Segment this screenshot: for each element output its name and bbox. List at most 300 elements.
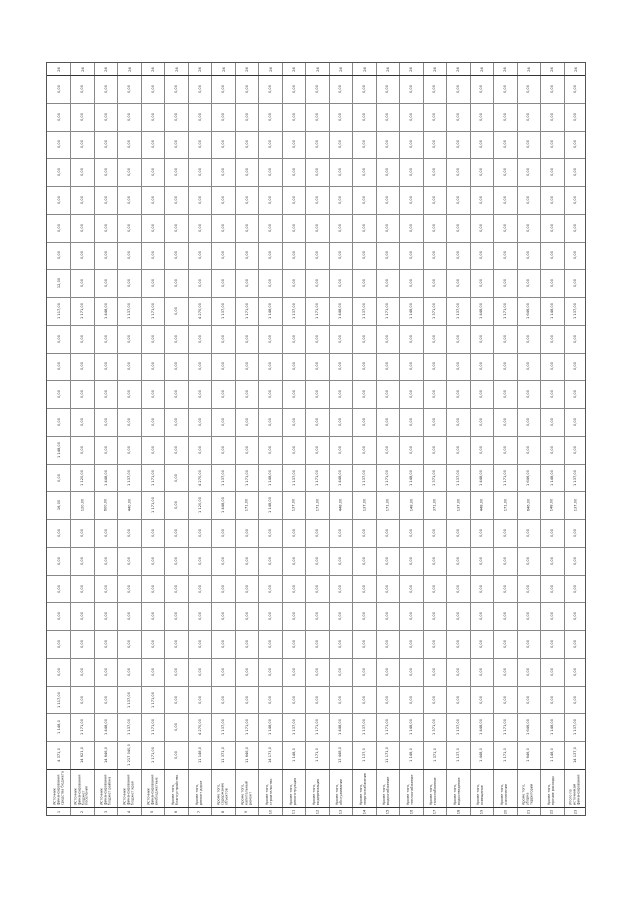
table-cell-value: 0,00	[408, 445, 413, 454]
table-cell-value: 0,00	[244, 168, 249, 177]
table-cell-value: 0,00	[244, 140, 249, 149]
table-cell-value: 0,00	[361, 279, 366, 288]
table-cell	[517, 741, 540, 769]
table-cell	[376, 103, 399, 131]
table-cell	[47, 741, 70, 769]
table-cell-value: 14 171,0	[268, 747, 273, 764]
table-cell	[540, 158, 563, 186]
table-cell	[517, 464, 540, 492]
table-cell-value: 0,00	[385, 168, 390, 177]
table-cell-value: 1 148,00	[549, 302, 554, 319]
row-number-cell	[376, 807, 399, 817]
table-cell-value: 0,00	[479, 195, 484, 204]
strip-label	[399, 63, 422, 75]
table-cell	[47, 131, 70, 159]
table-cell	[305, 297, 328, 325]
table-cell	[540, 547, 563, 575]
table-cell-value: 1 137,0	[455, 748, 460, 762]
table-cell-value: 0,00	[268, 279, 273, 288]
table-cell-value: 0,00	[103, 334, 108, 343]
table-cell	[258, 741, 281, 769]
table-cell-value: 0,00	[502, 251, 507, 260]
table-cell-value: 0,00	[56, 473, 61, 482]
table-cell	[47, 547, 70, 575]
table-cell-value: 0,00	[103, 84, 108, 93]
table-cell-value: 1 148,0	[549, 748, 554, 762]
table-cell	[517, 491, 540, 519]
table-cell	[493, 464, 516, 492]
table-cell-value: 0,00	[150, 223, 155, 232]
table-cell-value: 0,00	[221, 612, 226, 621]
table-cell-value: 0,00	[385, 640, 390, 649]
table-cell	[141, 297, 164, 325]
table-cell	[540, 380, 563, 408]
table-cell	[235, 408, 258, 436]
table-cell-value: 0,00	[361, 445, 366, 454]
table-cell	[352, 575, 375, 603]
table-cell-value: 0,00	[408, 112, 413, 121]
table-cell-value: 0,00	[127, 417, 132, 426]
table-cell-value: 0,00	[408, 695, 413, 704]
table-cell-value: 0,00	[455, 140, 460, 149]
table-cell	[188, 325, 211, 353]
table-cell-value: 0,00	[338, 362, 343, 371]
table-cell-value: 0,00	[432, 695, 437, 704]
table-cell-value: 0,00	[291, 640, 296, 649]
table-cell	[117, 353, 140, 381]
row-name: Кроме того, капитальный ремонт	[239, 781, 252, 805]
table-cell-value: 0,00	[549, 140, 554, 149]
table-cell	[517, 158, 540, 186]
table-cell-value: 1 171,00	[314, 469, 319, 486]
table-cell	[211, 519, 234, 547]
table-cell-value: 4 270,00	[197, 469, 202, 486]
table-cell-value: 0,00	[479, 640, 484, 649]
table-cell	[94, 741, 117, 769]
table-cell-value: 448,00	[479, 498, 484, 512]
table-cell-value: 0,00	[479, 390, 484, 399]
table-cell	[70, 269, 93, 297]
table-cell-value: 0,00	[526, 195, 531, 204]
table-cell	[188, 741, 211, 769]
table-cell	[188, 436, 211, 464]
table-cell	[517, 353, 540, 381]
table-cell	[446, 464, 469, 492]
table-cell-value: 0,00	[549, 445, 554, 454]
table-cell	[446, 325, 469, 353]
table-cell-value: 0,00	[338, 223, 343, 232]
table-cell-value: 0,00	[314, 556, 319, 565]
row-name: Источник финансирования средства бюджета	[52, 771, 64, 805]
table-cell-value: 0,00	[479, 112, 484, 121]
strip-label-text: 26	[126, 66, 132, 72]
table-cell	[188, 186, 211, 214]
table-cell-value: 0,00	[221, 390, 226, 399]
table-cell	[305, 75, 328, 103]
table-cell	[282, 353, 305, 381]
table-cell-value: 0,00	[573, 612, 578, 621]
table-cell	[446, 658, 469, 686]
table-cell	[47, 436, 70, 464]
table-cell	[117, 713, 140, 741]
table-cell	[352, 214, 375, 242]
table-cell-value: 0,00	[408, 140, 413, 149]
table-cell-value: 0,00	[573, 529, 578, 538]
table-cell-value: 0,00	[479, 334, 484, 343]
table-cell	[446, 103, 469, 131]
table-cell	[141, 103, 164, 131]
table-cell-value: 0,00	[291, 112, 296, 121]
table-cell	[141, 242, 164, 270]
table-cell-value: 0,00	[56, 112, 61, 121]
table-cell	[376, 491, 399, 519]
table-cell	[94, 491, 117, 519]
table-cell	[564, 602, 587, 630]
table-cell-value: 1 137,00	[291, 719, 296, 736]
table-cell-value: 0,00	[221, 168, 226, 177]
row-name: Кроме того, газоснабжение	[429, 777, 438, 805]
table-cell-value: 0,00	[174, 556, 179, 565]
table-cell-value: 1 120,00	[80, 469, 85, 486]
table-cell	[564, 297, 587, 325]
table-cell	[258, 464, 281, 492]
table-cell-value: 0,00	[502, 112, 507, 121]
table-cell-value: 0,00	[573, 640, 578, 649]
table-cell-value: 0,00	[80, 334, 85, 343]
table-cell-value: 0,00	[150, 84, 155, 93]
table-cell	[141, 658, 164, 686]
strip-label-text: 26	[478, 66, 484, 72]
table-cell-value: 0,00	[174, 195, 179, 204]
row-name-cell	[258, 769, 281, 807]
table-cell	[141, 214, 164, 242]
row-name-cell	[164, 769, 187, 807]
table-cell-value: 0,00	[385, 417, 390, 426]
row-name: Источник финансирования бюджет поселения	[73, 774, 89, 805]
strip-label-text: 26	[431, 66, 437, 72]
table-cell	[258, 713, 281, 741]
table-cell	[517, 242, 540, 270]
table-cell-value: 1 171,00	[150, 719, 155, 736]
table-cell-value: 1 137,00	[455, 719, 460, 736]
table-cell-value: 0,00	[549, 195, 554, 204]
row-name-cell	[305, 769, 328, 807]
table-cell-value: 0,00	[197, 279, 202, 288]
table-cell	[141, 491, 164, 519]
table-cell-value: 0,00	[103, 112, 108, 121]
table-cell-value: 0,00	[56, 390, 61, 399]
table-cell	[446, 547, 469, 575]
table-cell-value: 0,00	[221, 251, 226, 260]
table-cell-value: 0,00	[432, 390, 437, 399]
table-cell-value: 0,00	[502, 84, 507, 93]
table-cell-value: 1 448,00	[479, 302, 484, 319]
strip-label-text: 26	[220, 66, 226, 72]
table-cell	[329, 575, 352, 603]
table-cell	[211, 103, 234, 131]
table-cell-value: 0,00	[526, 584, 531, 593]
table-cell-value: 1 137,00	[221, 469, 226, 486]
table-cell-value: 0,00	[268, 445, 273, 454]
table-cell	[164, 158, 187, 186]
table-cell	[94, 602, 117, 630]
table-cell-value: 0,00	[80, 84, 85, 93]
table-cell	[564, 158, 587, 186]
table-cell-value: 0,00	[526, 612, 531, 621]
table-cell	[164, 297, 187, 325]
row-number-cell	[423, 807, 446, 817]
table-cell-value: 0,00	[150, 112, 155, 121]
table-cell	[470, 519, 493, 547]
strip-label-text: 26	[455, 66, 461, 72]
table-cell	[540, 630, 563, 658]
row-number-cell	[164, 807, 187, 817]
table-cell-value: 0,00	[549, 168, 554, 177]
table-cell	[235, 103, 258, 131]
table-cell-value: 0,00	[455, 112, 460, 121]
table-cell-value: 0,00	[526, 390, 531, 399]
table-cell	[211, 464, 234, 492]
table-cell-value: 0,00	[291, 251, 296, 260]
strip-label-text: 26	[525, 66, 531, 72]
table-cell-value: 0,00	[455, 334, 460, 343]
table-cell	[446, 353, 469, 381]
table-cell-value: 14 621,0	[80, 747, 85, 764]
table-cell	[564, 464, 587, 492]
table-cell-value: 0,00	[244, 334, 249, 343]
table-cell	[164, 75, 187, 103]
table-cell-value: 11 148,0	[197, 747, 202, 764]
table-cell	[94, 575, 117, 603]
table-cell-value: 0,00	[291, 556, 296, 565]
table-cell-value: 0,00	[526, 279, 531, 288]
row-name: Кроме того, ремонт дорог	[194, 780, 203, 805]
table-cell	[164, 408, 187, 436]
table-cell-value: 0,00	[408, 390, 413, 399]
table-cell-value: 4 270,00	[197, 302, 202, 319]
table-cell-value: 137,00	[361, 498, 366, 512]
table-cell	[352, 269, 375, 297]
table-cell-value: 0,00	[103, 279, 108, 288]
table-cell	[564, 519, 587, 547]
table-cell	[141, 353, 164, 381]
table-cell-value: 1 120,00	[197, 497, 202, 514]
table-cell	[305, 547, 328, 575]
table-cell-value: 0,00	[502, 584, 507, 593]
table-cell-value: 0,00	[479, 417, 484, 426]
row-name-cell	[211, 769, 234, 807]
strip-label-text: 26	[173, 66, 179, 72]
table-cell	[235, 186, 258, 214]
table-cell-value: 0,00	[103, 195, 108, 204]
table-cell-value: 0,00	[338, 390, 343, 399]
table-cell-value: 0,00	[526, 417, 531, 426]
table-cell-value: 0,00	[244, 529, 249, 538]
table-cell	[305, 353, 328, 381]
table-cell	[188, 131, 211, 159]
table-cell	[164, 436, 187, 464]
table-cell-value: 0,00	[103, 140, 108, 149]
table-cell	[211, 436, 234, 464]
table-cell	[517, 214, 540, 242]
strip-label-text: 26	[197, 66, 203, 72]
table-cell	[329, 630, 352, 658]
table-cell	[564, 686, 587, 714]
row-number-cell	[352, 807, 375, 817]
table-cell	[70, 519, 93, 547]
table-cell-value: 0,00	[314, 362, 319, 371]
row-name-cell	[540, 769, 563, 807]
row-name-cell	[352, 769, 375, 807]
table-cell-value: 0,00	[150, 334, 155, 343]
table-cell-value: 0,00	[502, 140, 507, 149]
table-cell	[493, 214, 516, 242]
table-cell-value: 0,00	[291, 667, 296, 676]
row-name-cell	[376, 769, 399, 807]
table-cell	[188, 713, 211, 741]
table-cell	[423, 103, 446, 131]
table-cell-value: 0,00	[314, 279, 319, 288]
table-cell-value: 0,00	[502, 556, 507, 565]
table-cell-value: 0,00	[221, 223, 226, 232]
table-cell-value: 0,00	[244, 112, 249, 121]
table-cell	[399, 547, 422, 575]
table-cell-value: 0,00	[174, 529, 179, 538]
table-cell	[329, 741, 352, 769]
table-cell-value: 0,00	[103, 362, 108, 371]
table-cell	[352, 686, 375, 714]
row-name-cell	[188, 769, 211, 807]
table-cell-value: 0,00	[56, 84, 61, 93]
table-cell-value: 0,00	[432, 168, 437, 177]
table-cell-value: 1 217 040,0	[127, 744, 132, 766]
table-cell-value: 0,00	[432, 112, 437, 121]
table-cell	[305, 491, 328, 519]
table-cell	[540, 242, 563, 270]
table-cell	[94, 436, 117, 464]
table-cell-value: 0,00	[408, 556, 413, 565]
table-cell	[117, 242, 140, 270]
table-cell-value: 0,00	[197, 223, 202, 232]
table-cell-value: 11 371,0	[221, 747, 226, 764]
table-cell-value: 0,00	[150, 529, 155, 538]
table-cell	[94, 686, 117, 714]
table-cell	[211, 380, 234, 408]
table-cell	[47, 353, 70, 381]
table-cell	[423, 547, 446, 575]
table-cell-value: 0,00	[385, 612, 390, 621]
table-cell	[258, 436, 281, 464]
table-cell	[235, 214, 258, 242]
table-cell-value: 0,00	[526, 168, 531, 177]
row-number-cell	[47, 807, 70, 817]
table-cell-value: 0,00	[174, 390, 179, 399]
table-cell	[188, 630, 211, 658]
table-cell-value: 14 137,0	[573, 747, 578, 764]
table-cell	[47, 630, 70, 658]
table-cell-value: 1 171,00	[80, 719, 85, 736]
table-cell-value: 0,00	[502, 168, 507, 177]
table-cell-value: 0,00	[479, 584, 484, 593]
table-cell	[70, 547, 93, 575]
table-cell	[329, 186, 352, 214]
table-cell	[446, 630, 469, 658]
table-cell-value: 171,00	[502, 498, 507, 512]
table-cell	[47, 519, 70, 547]
table-cell-value: 0,00	[385, 84, 390, 93]
table-cell	[446, 380, 469, 408]
table-cell	[282, 547, 305, 575]
table-cell-value: 0,00	[174, 501, 179, 510]
table-cell-value: 0,00	[455, 584, 460, 593]
table-cell-value: 0,00	[127, 223, 132, 232]
row-name-cell	[117, 769, 140, 807]
table-cell-value: 0,00	[502, 279, 507, 288]
table-cell-value: 0,00	[291, 168, 296, 177]
table-cell	[141, 325, 164, 353]
table-cell	[399, 297, 422, 325]
table-cell-value: 0,00	[479, 279, 484, 288]
table-cell-value: 0,00	[127, 556, 132, 565]
table-cell	[493, 602, 516, 630]
strip-label	[47, 63, 70, 75]
table-cell	[540, 713, 563, 741]
table-cell-value: 0,00	[56, 140, 61, 149]
table-cell	[517, 630, 540, 658]
table-cell-value: 1 137,00	[221, 302, 226, 319]
table-cell-value: 0,00	[338, 112, 343, 121]
table-cell-value: 0,00	[127, 529, 132, 538]
table-cell-value: 0,00	[268, 390, 273, 399]
table-cell	[211, 353, 234, 381]
table-cell-value: 0,00	[455, 251, 460, 260]
table-cell	[164, 269, 187, 297]
table-cell	[399, 380, 422, 408]
table-cell	[282, 630, 305, 658]
table-cell	[211, 186, 234, 214]
table-cell-value: 0,00	[314, 390, 319, 399]
table-cell	[117, 325, 140, 353]
table-cell-value: 0,00	[127, 112, 132, 121]
table-cell	[540, 602, 563, 630]
table-cell-value: 0,00	[361, 251, 366, 260]
row-name: Кроме того, уборка территории	[521, 783, 534, 805]
row-number: 10	[268, 809, 273, 815]
table-cell	[305, 713, 328, 741]
table-cell	[305, 103, 328, 131]
table-cell	[117, 575, 140, 603]
table-cell-value: 0,00	[268, 417, 273, 426]
table-cell	[423, 630, 446, 658]
table-cell	[70, 103, 93, 131]
table-cell	[352, 741, 375, 769]
table-cell-value: 0,00	[502, 390, 507, 399]
table-cell	[141, 464, 164, 492]
table-cell-value: 0,00	[385, 584, 390, 593]
table-cell	[235, 547, 258, 575]
table-cell-value: 0,00	[197, 529, 202, 538]
table-cell	[446, 575, 469, 603]
table-cell-value: 0,00	[244, 417, 249, 426]
table-cell-value: 120,00	[80, 498, 85, 512]
table-cell	[188, 519, 211, 547]
table-cell-value: 0,00	[150, 279, 155, 288]
table-cell	[493, 131, 516, 159]
table-cell	[399, 186, 422, 214]
table-cell-value: 0,00	[361, 695, 366, 704]
strip-label	[211, 63, 234, 75]
table-cell	[493, 380, 516, 408]
